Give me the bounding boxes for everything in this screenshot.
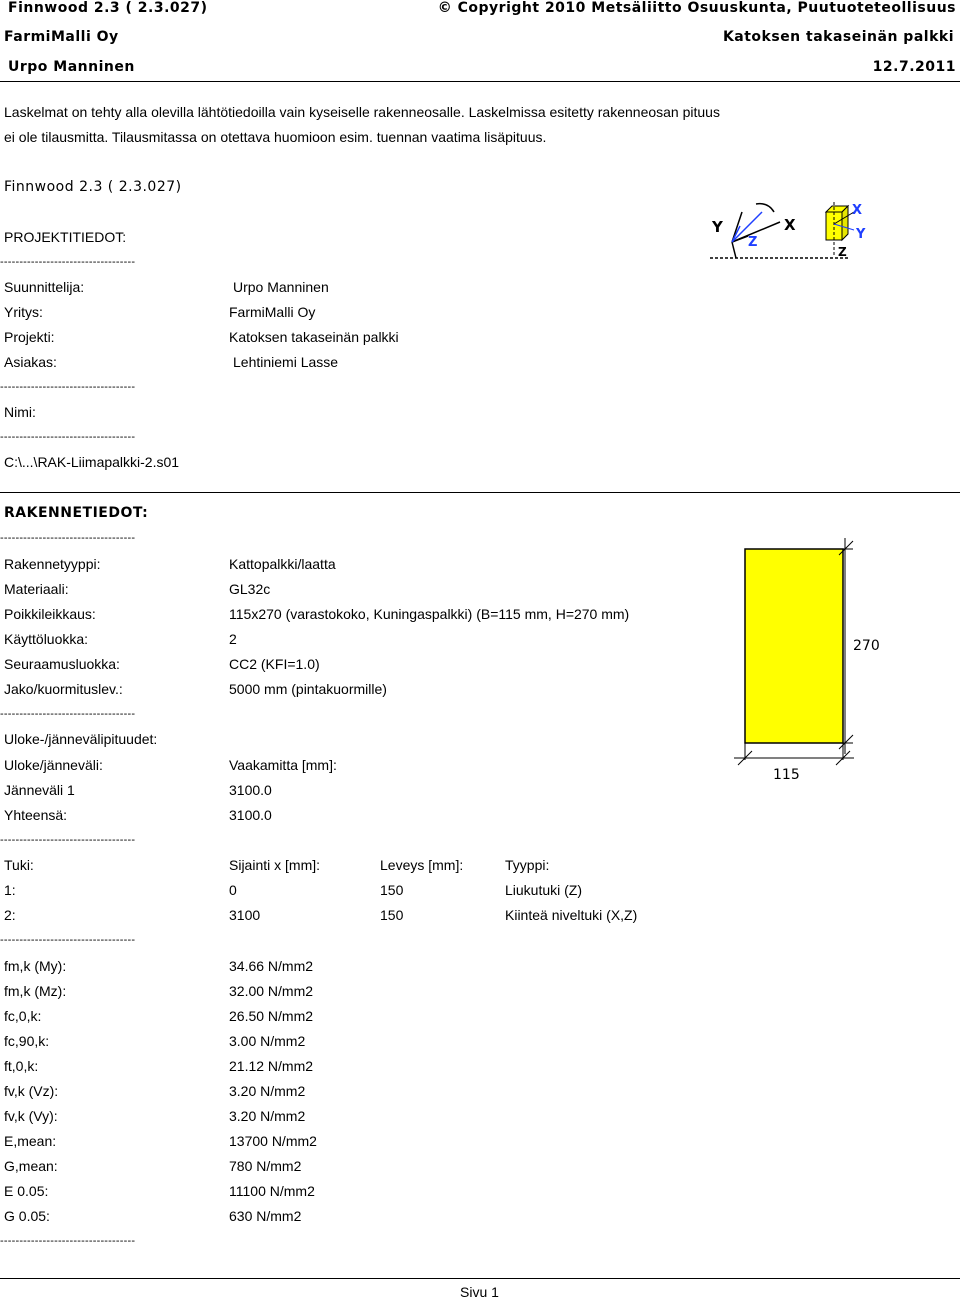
customer-value: Lehtiniemi Lasse xyxy=(233,354,339,370)
header-company: FarmiMalli Oy xyxy=(4,29,119,45)
strength-label: fv,k (Vy): xyxy=(4,1108,58,1124)
divider: ----------------------------------- xyxy=(0,381,136,393)
program-title: Finnwood 2.3 ( 2.3.027) xyxy=(4,179,182,195)
supports-header-type: Tyyppi: xyxy=(505,857,550,873)
notice-line-2: ei ole tilausmitta. Tilausmitassa on otettava huomioon esim. tuennan vaatima lisäpituus. xyxy=(4,129,547,145)
load-width-label: Jako/kuormituslev.: xyxy=(4,681,123,697)
page-number: Sivu 1 xyxy=(460,1284,499,1300)
strength-label: fm,k (My): xyxy=(4,958,67,974)
consequence-class-label: Seuraamusluokka: xyxy=(4,656,120,672)
project-info-title: PROJEKTITIEDOT: xyxy=(4,229,127,245)
cross-section-drawing xyxy=(728,536,888,786)
block-y-label: Y xyxy=(856,227,866,242)
divider: ----------------------------------- xyxy=(0,532,136,544)
support-2-number: 2: xyxy=(4,907,16,923)
support-1-type: Liukutuki (Z) xyxy=(505,882,583,898)
project-label: Projekti: xyxy=(4,329,55,345)
service-class-value: 2 xyxy=(229,631,237,647)
file-path: C:\...\RAK-Liimapalkki-2.s01 xyxy=(4,454,180,470)
strength-value: 780 N/mm2 xyxy=(229,1158,302,1174)
project-value: Katoksen takaseinän palkki xyxy=(229,329,399,345)
strength-value: 3.20 N/mm2 xyxy=(229,1108,306,1124)
span-total-label: Yhteensä: xyxy=(4,807,68,823)
spans-title: Uloke-/jännevälipituudet: xyxy=(4,731,158,747)
material-value: GL32c xyxy=(229,581,271,597)
supports-header-position: Sijainti x [mm]: xyxy=(229,857,321,873)
block-z-label: Z xyxy=(838,245,847,259)
supports-header-width: Leveys [mm]: xyxy=(380,857,464,873)
support-2-width: 150 xyxy=(380,907,404,923)
strength-label: fm,k (Mz): xyxy=(4,983,67,999)
divider: ----------------------------------- xyxy=(0,834,136,846)
structure-type-label: Rakennetyyppi: xyxy=(4,556,101,572)
span-total-value: 3100.0 xyxy=(229,807,272,823)
strength-value: 26.50 N/mm2 xyxy=(229,1008,314,1024)
strength-label: fv,k (Vz): xyxy=(4,1083,59,1099)
material-label: Materiaali: xyxy=(4,581,69,597)
supports-header-support: Tuki: xyxy=(4,857,34,873)
company-value: FarmiMalli Oy xyxy=(229,304,316,320)
notice-line-1: Laskelmat on tehty alla olevilla lähtötiedoilla vain kyseiselle rakenneosalle. Laskelmissa esitetty rakenneosan pituus xyxy=(4,104,720,120)
structure-title: RAKENNETIEDOT: xyxy=(4,505,149,521)
header-project: Katoksen takaseinän palkki xyxy=(722,29,954,45)
strength-label: E,mean: xyxy=(4,1133,57,1149)
strength-value: 21.12 N/mm2 xyxy=(229,1058,314,1074)
strength-value: 630 N/mm2 xyxy=(229,1208,302,1224)
load-width-value: 5000 mm (pintakuormille) xyxy=(229,681,387,697)
support-1-position: 0 xyxy=(229,882,237,898)
customer-label: Asiakas: xyxy=(4,354,57,370)
divider: ----------------------------------- xyxy=(0,934,136,946)
section-rule xyxy=(0,492,960,493)
copyright: © Copyright 2010 Metsäliitto Osuuskunta, Puutuoteteollisuus xyxy=(437,0,956,16)
name-label: Nimi: xyxy=(4,404,36,420)
block-x-label: X xyxy=(852,203,863,218)
spans-header-value: Vaakamitta [mm]: xyxy=(229,757,337,773)
span-1-label: Jänneväli 1 xyxy=(4,782,75,798)
strength-label: G,mean: xyxy=(4,1158,58,1174)
divider: ----------------------------------- xyxy=(0,708,136,720)
span-1-value: 3100.0 xyxy=(229,782,272,798)
header-designer: Urpo Manninen xyxy=(8,59,135,75)
strength-label: ft,0,k: xyxy=(4,1058,39,1074)
strength-label: fc,90,k: xyxy=(4,1033,50,1049)
strength-value: 34.66 N/mm2 xyxy=(229,958,314,974)
cross-section-value: 115x270 (varastokoko, Kuningaspalkki) (B=115 mm, H=270 mm) xyxy=(229,606,630,622)
designer-value: Urpo Manninen xyxy=(233,279,329,295)
axis-z-label: Z xyxy=(748,235,758,250)
section-rectangle xyxy=(745,549,843,743)
program-version: Finnwood 2.3 ( 2.3.027) xyxy=(8,0,208,16)
strength-label: fc,0,k: xyxy=(4,1008,42,1024)
strength-value: 32.00 N/mm2 xyxy=(229,983,314,999)
strength-value: 3.00 N/mm2 xyxy=(229,1033,306,1049)
divider: ----------------------------------- xyxy=(0,1235,136,1247)
divider: ----------------------------------- xyxy=(0,431,136,443)
strength-value: 11100 N/mm2 xyxy=(229,1183,315,1199)
strength-value: 3.20 N/mm2 xyxy=(229,1083,306,1099)
footer-rule xyxy=(0,1278,960,1279)
spans-header-label: Uloke/jänneväli: xyxy=(4,757,103,773)
structure-type-value: Kattopalkki/laatta xyxy=(229,556,336,572)
support-1-width: 150 xyxy=(380,882,404,898)
strength-value: 13700 N/mm2 xyxy=(229,1133,317,1149)
coordinate-axes-icon xyxy=(708,198,876,264)
service-class-label: Käyttöluokka: xyxy=(4,631,89,647)
header-rule xyxy=(0,81,960,82)
divider: ----------------------------------- xyxy=(0,256,136,268)
strength-label: E 0.05: xyxy=(4,1183,49,1199)
company-label: Yritys: xyxy=(4,304,43,320)
height-dimension: 270 xyxy=(853,638,880,654)
width-dimension: 115 xyxy=(773,767,800,783)
axis-y-label: Y xyxy=(712,218,723,236)
support-1-number: 1: xyxy=(4,882,16,898)
strength-label: G 0.05: xyxy=(4,1208,50,1224)
axis-x-label: X xyxy=(784,216,796,234)
cross-section-label: Poikkileikkaus: xyxy=(4,606,96,622)
designer-label: Suunnittelija: xyxy=(4,279,85,295)
support-2-type: Kiinteä niveltuki (X,Z) xyxy=(505,907,638,923)
consequence-class-value: CC2 (KFI=1.0) xyxy=(229,656,320,672)
support-2-position: 3100 xyxy=(229,907,261,923)
header-date: 12.7.2011 xyxy=(872,59,956,75)
